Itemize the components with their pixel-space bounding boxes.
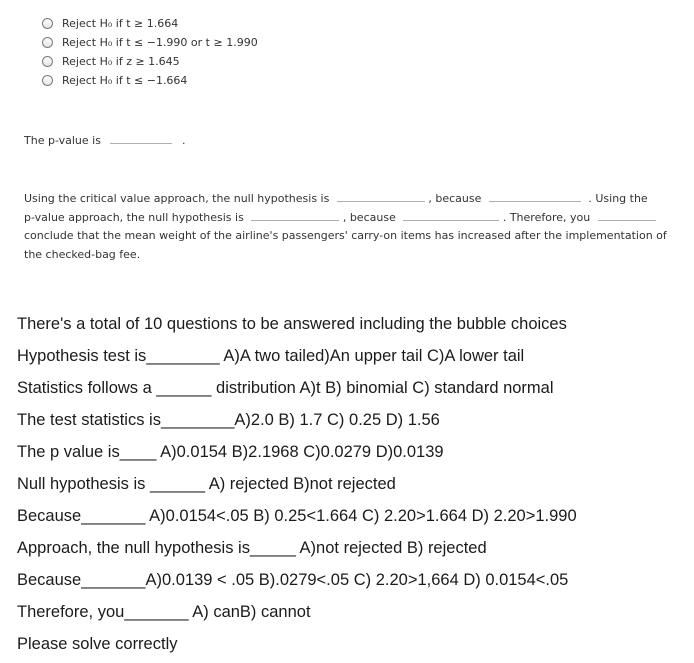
question-blank: _____: [249, 539, 296, 557]
question-blank: ______: [149, 475, 206, 493]
question-test-statistic: [17, 411, 440, 430]
question-approach: [17, 539, 487, 558]
pvalue-end: .: [181, 134, 186, 147]
question-p-value: [17, 443, 444, 462]
question-choices: A)0.0154 B)2.1968 C)0.0279 D)0.0139: [156, 443, 444, 461]
radio-button[interactable]: [42, 18, 53, 29]
pvalue-label: The p-value is: [24, 134, 101, 147]
question-because-2: [17, 571, 568, 590]
question-lead: The test statistics is: [17, 411, 161, 429]
question-choices: A)0.0154<.05 B) 0.25<1.664 C) 2.20>1.664 D) 2.20>1.990: [145, 507, 577, 525]
question-distribution: [17, 379, 554, 398]
question-lead: Approach, the null hypothesis is: [17, 539, 250, 557]
question-lead: Null hypothesis is: [17, 475, 150, 493]
radio-label: Reject H₀ if z ≥ 1.645: [62, 55, 180, 68]
pvalue-line: [24, 133, 185, 147]
radio-button[interactable]: [42, 56, 53, 67]
radio-group: [42, 14, 258, 90]
question-null-hypothesis: [17, 475, 396, 494]
question-blank: ________: [146, 347, 220, 365]
closing-line: Please solve correctly: [17, 635, 178, 653]
question-lead: The p value is: [17, 443, 120, 461]
question-lead: Statistics follows a: [17, 379, 157, 397]
critical-approach-blank[interactable]: [337, 191, 425, 202]
question-lead: Hypothesis test is: [17, 347, 147, 365]
conclusion-paragraph: [24, 190, 684, 264]
radio-option[interactable]: [42, 14, 258, 33]
paragraph-text-8: the checked-bag fee.: [24, 247, 141, 261]
pvalue-blank[interactable]: [110, 133, 172, 144]
therefore-blank[interactable]: [598, 210, 656, 221]
question-choices: A)0.0139 < .05 B).0279<.05 C) 2.20>1,664 D) 0.0154<.05: [145, 571, 569, 589]
paragraph-text-6: . Therefore, you: [502, 210, 591, 224]
question-blank: _______: [81, 507, 146, 525]
paragraph-text-7: conclude that the mean weight of the airline's passengers' carry-on items has increased after the implementation of: [24, 229, 667, 242]
radio-label: Reject H₀ if t ≤ −1.664: [62, 74, 188, 87]
radio-button[interactable]: [42, 75, 53, 86]
radio-option[interactable]: [42, 71, 258, 90]
question-choices: distribution A)t B) binomial C) standard normal: [211, 379, 554, 397]
question-blank: ____: [119, 443, 157, 461]
question-blank: ________: [160, 411, 235, 429]
question-blank: ______: [156, 379, 212, 397]
question-choices: A)A two tailed)An upper tail C)A lower tail: [219, 347, 525, 365]
question-blank: _______: [81, 571, 146, 589]
question-hypothesis-test: [17, 347, 524, 366]
question-blank: _______: [124, 603, 189, 621]
question-choices: A) rejected B)not rejected: [205, 475, 396, 493]
pvalue-approach-blank[interactable]: [251, 210, 339, 221]
question-choices: A) canB) cannot: [188, 603, 311, 621]
question-lead: Therefore, you: [17, 603, 125, 621]
question-because-1: [17, 507, 577, 526]
radio-label: Reject H₀ if t ≤ −1.990 or t ≥ 1.990: [62, 36, 258, 49]
paragraph-text-1: Using the critical value approach, the null hypothesis is: [24, 192, 330, 205]
radio-option[interactable]: [42, 33, 258, 52]
question-lead: Because: [17, 507, 82, 525]
paragraph-text-2: , because: [428, 192, 482, 205]
question-lead: Because: [17, 571, 82, 589]
paragraph-text-5: , because: [342, 210, 396, 224]
radio-label: Reject H₀ if t ≥ 1.664: [62, 17, 179, 30]
question-choices: A)not rejected B) rejected: [295, 539, 487, 557]
critical-reason-blank[interactable]: [489, 191, 581, 202]
paragraph-text-3: . Using the: [588, 192, 648, 205]
radio-option[interactable]: [42, 52, 258, 71]
paragraph-text-4: p-value approach, the null hypothesis is: [24, 210, 244, 224]
questions-intro: There's a total of 10 questions to be answered including the bubble choices: [17, 315, 567, 333]
pvalue-reason-blank[interactable]: [403, 210, 499, 221]
radio-button[interactable]: [42, 37, 53, 48]
question-choices: A)2.0 B) 1.7 C) 0.25 D) 1.56: [234, 411, 440, 429]
question-therefore: [17, 603, 311, 622]
